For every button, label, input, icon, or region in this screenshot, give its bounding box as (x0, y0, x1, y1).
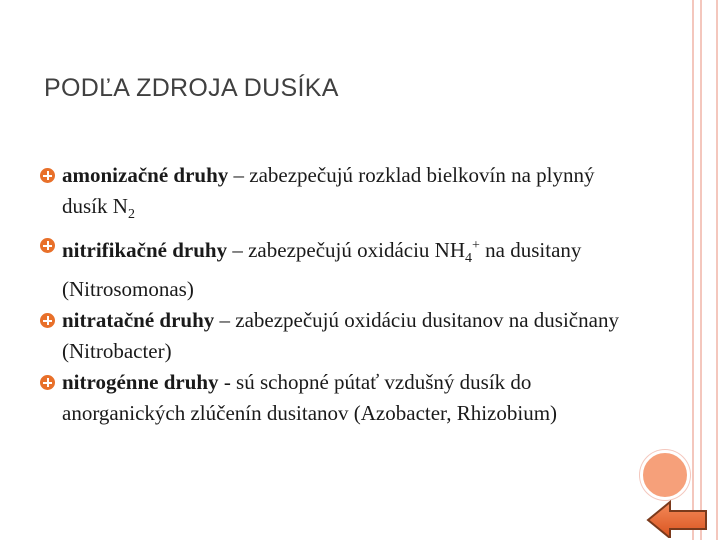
bullet-text: – zabezpečujú rozklad bielkovín na plynný dusík N (62, 163, 595, 218)
superscript: + (472, 238, 480, 254)
subscript: 4 (465, 251, 473, 267)
bullet-term: amonizačné druhy (62, 163, 229, 187)
plus-bullet-icon (40, 238, 55, 253)
subscript: 2 (127, 207, 135, 223)
bullet-term: nitrogénne druhy (62, 370, 219, 395)
list-item (40, 305, 630, 367)
slide-frame-line (716, 0, 718, 540)
bullet-term: nitratačné druhy (62, 308, 215, 333)
bullet-list (40, 160, 630, 429)
plus-bullet-icon (40, 168, 55, 183)
bullet-text-continued: na dusitany (Nitrosomonas) (62, 238, 582, 302)
bullet-text: - sú schopné pútať vzdušný dusík do anorganických zlúčenín dusitanov (Azobacter, Rhizobium) (62, 370, 558, 426)
plus-bullet-icon (40, 375, 55, 390)
slide-title: PODĽA ZDROJA DUSÍKA (44, 74, 339, 102)
decorative-circle (640, 450, 690, 500)
list-item (40, 367, 630, 429)
slide-frame-line (692, 0, 694, 540)
back-arrow-icon (646, 498, 710, 538)
list-item (40, 230, 630, 305)
plus-bullet-icon (40, 313, 55, 328)
back-arrow-button[interactable] (646, 498, 710, 538)
bullet-text: – zabezpečujú oxidáciu NH (232, 238, 466, 263)
list-item (40, 160, 630, 230)
bullet-term: nitrifikačné druhy (62, 238, 228, 263)
bullet-text: – zabezpečujú oxidáciu dusitanov na dusičnany (Nitrobacter) (62, 308, 619, 364)
